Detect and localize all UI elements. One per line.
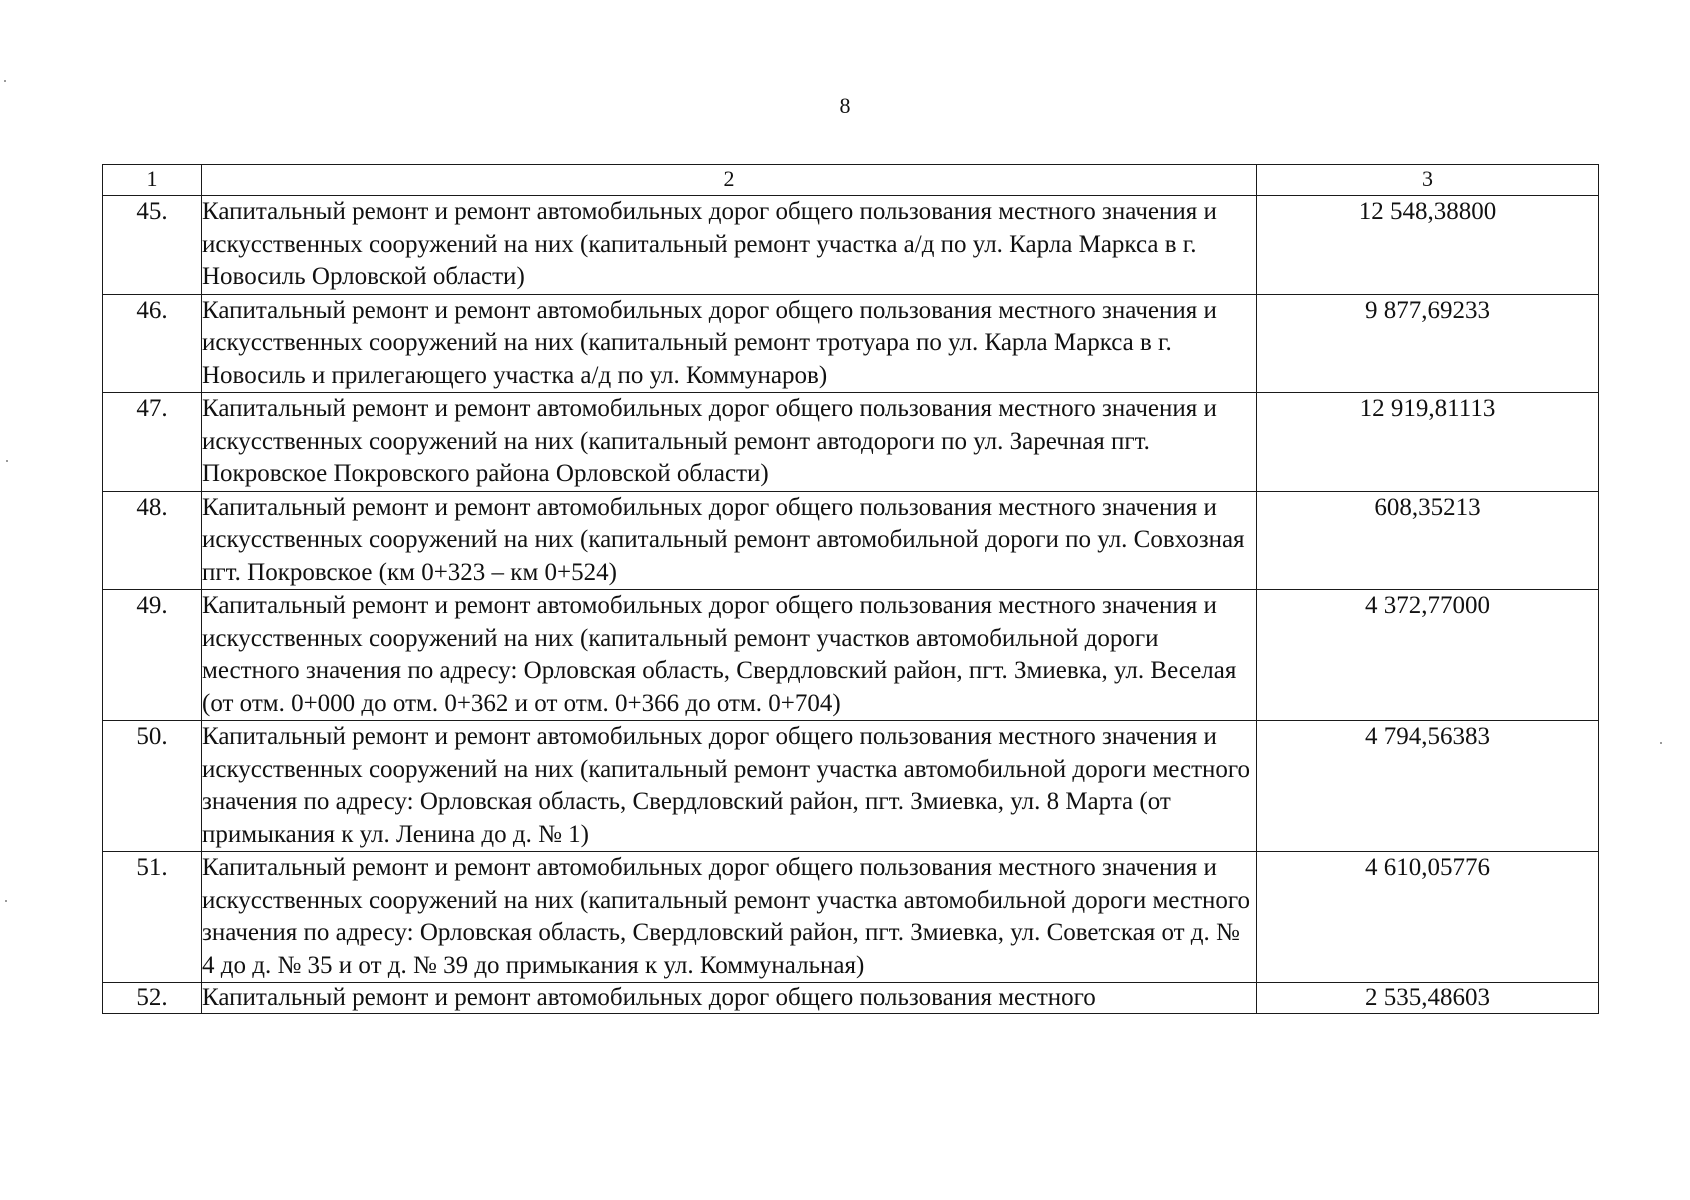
column-amount-header: 3: [1257, 165, 1599, 196]
table-row: [103, 196, 1599, 295]
page-number: 8: [839, 93, 851, 118]
row-description: Капитальный ремонт и ремонт автомобильных дорог общего пользования местного значения и искусственных сооружений на них (капитальный ремонт участка автомобильной дороги местного значения по адресу: Орловская область, Свердловский район, пгт. Змиевка, ул. 8 Марта (от примыкания к ул. Ленина до д. № 1): [202, 721, 1257, 852]
row-number: 51.: [103, 852, 202, 983]
table-row: [103, 393, 1599, 492]
row-description: Капитальный ремонт и ремонт автомобильных дорог общего пользования местного значения и искусственных сооружений на них (капитальный ремонт автодороги по ул. Заречная пгт. Покровское Покровского района Орловской области): [202, 393, 1257, 492]
scan-speck: [1660, 742, 1662, 744]
column-description-header: 2: [202, 165, 1257, 196]
scan-speck: [4, 80, 6, 82]
row-amount: 12 548,38800: [1257, 196, 1599, 295]
table-row: [103, 721, 1599, 852]
table-row: [103, 294, 1599, 393]
row-amount: 12 919,81113: [1257, 393, 1599, 492]
row-number: 49.: [103, 590, 202, 721]
scan-speck: [5, 900, 7, 902]
budget-table: [102, 164, 1599, 1014]
table-row: [103, 491, 1599, 590]
row-number: 52.: [103, 983, 202, 1014]
row-amount: 4 794,56383: [1257, 721, 1599, 852]
table-row: [103, 590, 1599, 721]
row-amount: 608,35213: [1257, 491, 1599, 590]
row-number: 48.: [103, 491, 202, 590]
row-number: 46.: [103, 294, 202, 393]
row-description: Капитальный ремонт и ремонт автомобильных дорог общего пользования местного значения и искусственных сооружений на них (капитальный ремонт участка а/д по ул. Карла Маркса в г. Новосиль Орловской области): [202, 196, 1257, 295]
row-description: Капитальный ремонт и ремонт автомобильных дорог общего пользования местного значения и искусственных сооружений на них (капитальный ремонт участка автомобильной дороги местного значения по адресу: Орловская область, Свердловский район, пгт. Змиевка, ул. Советская от д. № 4 до д. № 35 и от д. № 39 до примыкания к ул. Коммунальная): [202, 852, 1257, 983]
row-description: Капитальный ремонт и ремонт автомобильных дорог общего пользования местного значения и искусственных сооружений на них (капитальный ремонт тротуара по ул. Карла Маркса в г. Новосиль и прилегающего участка а/д по ул. Коммунаров): [202, 294, 1257, 393]
row-number: 50.: [103, 721, 202, 852]
row-description: Капитальный ремонт и ремонт автомобильных дорог общего пользования местного значения и искусственных сооружений на них (капитальный ремонт автомобильной дороги по ул. Совхозная пгт. Покровское (км 0+323 – км 0+524): [202, 491, 1257, 590]
column-number-header: 1: [103, 165, 202, 196]
row-number: 47.: [103, 393, 202, 492]
row-amount: 2 535,48603: [1257, 983, 1599, 1014]
row-number: 45.: [103, 196, 202, 295]
row-amount: 4 372,77000: [1257, 590, 1599, 721]
table-header-row: [103, 165, 1599, 196]
row-amount: 9 877,69233: [1257, 294, 1599, 393]
row-description: Капитальный ремонт и ремонт автомобильных дорог общего пользования местного значения и искусственных сооружений на них (капитальный ремонт участков автомобильной дороги местного значения по адресу: Орловская область, Свердловский район, пгт. Змиевка, ул. Веселая (от отм. 0+000 до отм. 0+362 и от отм. 0+366 до отм. 0+704): [202, 590, 1257, 721]
row-description: Капитальный ремонт и ремонт автомобильных дорог общего пользования местного: [202, 983, 1257, 1014]
scan-speck: [6, 460, 8, 462]
table-row: [103, 983, 1599, 1014]
row-amount: 4 610,05776: [1257, 852, 1599, 983]
table-row: [103, 852, 1599, 983]
